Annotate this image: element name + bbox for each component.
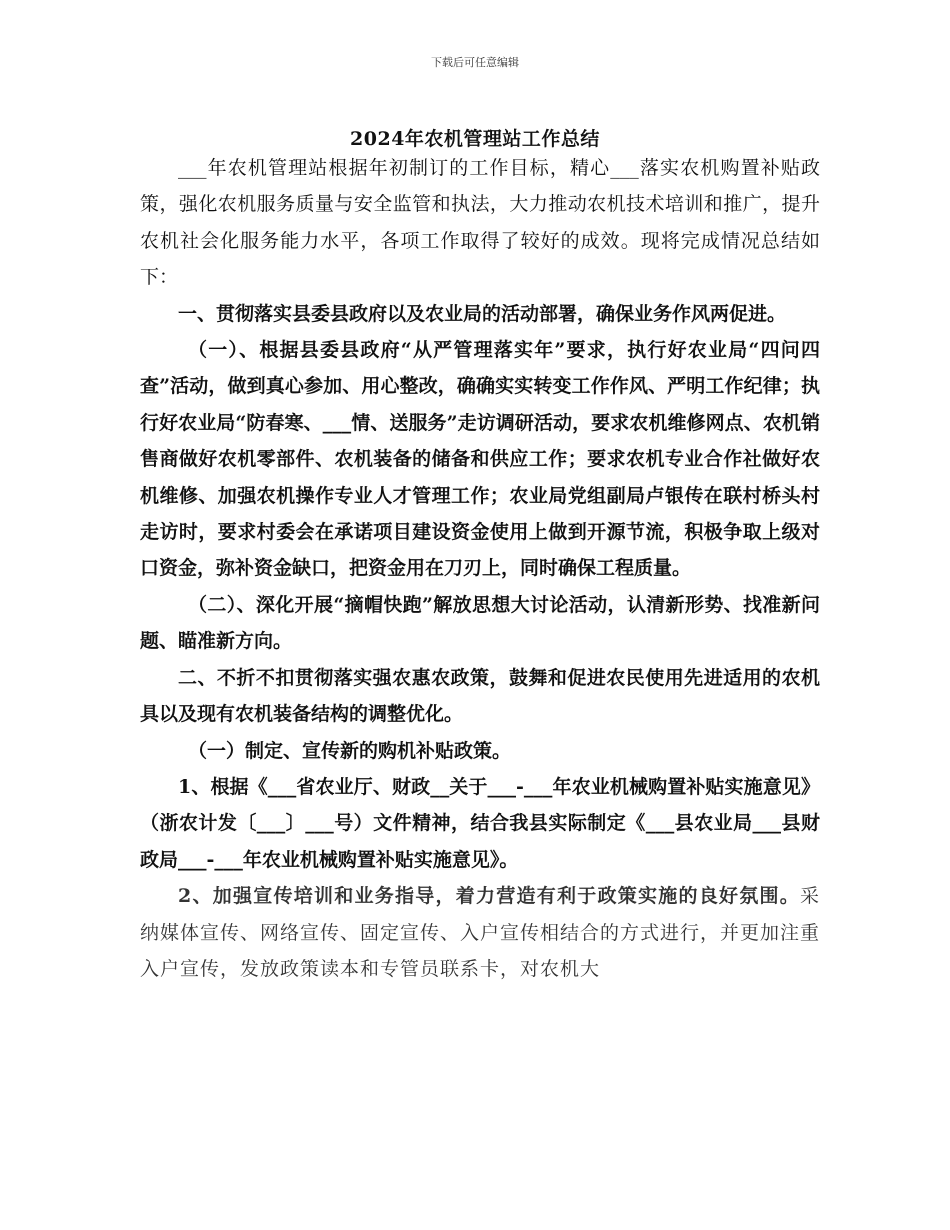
document-title: 2024年农机管理站工作总结 xyxy=(350,128,600,150)
document-body xyxy=(140,150,820,987)
point-2-paragraph xyxy=(140,878,820,987)
section-1-item-1: （一）、根据县委县政府“从严管理落实年”要求，执行好农业局“四问四查”活动，做到真心参加、用心整改，确确实实转变工作作风、严明工作纪律；执行好农业局“防春寒、___情、送服务”走访调研活动，要求农机维修网点、农机销售商做好农机零部件、农机装备的储备和供应工作；要求农机专业合作社做好农机维修、加强农机操作专业人才管理工作；农业局党组副局卢银传在联村桥头村走访时，要求村委会在承诺项目建设资金使用上做到开源节流，积极争取上级对口资金，弥补资金缺口，把资金用在刀刃上，同时确保工程质量。 xyxy=(140,339,820,580)
point-1-paragraph: 1、根据《___省农业厅、财政__关于___-___年农业机械购置补贴实施意见》（浙农计发〔___〕___号）文件精神，结合我县实际制定《___县农业局___县财政局___-___年农业机械购置补贴实施意见》。 xyxy=(140,775,820,871)
section-1-heading: 一、贯彻落实县委县政府以及农业局的活动部署，确保业务作风两促进。 xyxy=(178,302,787,325)
intro-paragraph: ___年农机管理站根据年初制订的工作目标，精心___落实农机购置补贴政策，强化农机服务质量与安全监管和执法，大力推动农机技术培训和推广，提升农机社会化服务能力水平，各项工作取得了较好的成效。现将完成情况总结如下： xyxy=(140,157,820,289)
point-2-bold-lead: 2、加强宣传培训和业务指导，着力营造有利于政策实施的良好氛围。 xyxy=(178,885,800,908)
section-2-heading: 二、不折不扣贯彻落实强农惠农政策，鼓舞和促进农民使用先进适用的农机具以及现有农机装备结构的调整优化。 xyxy=(140,666,820,726)
point-2-text: 采纳媒体宣传、网络宣传、固定宣传、入户宣传相结合的方式进行，并更加注重入户宣传，发放政策读本和专管员联系卡，对农机大 xyxy=(140,885,821,980)
header-note: 下载后可任意编辑 xyxy=(431,56,519,69)
section-1-item-2: （二）、深化开展“摘帽快跑”解放思想大讨论活动，认清新形势、找准新问题、瞄准新方向。 xyxy=(140,593,820,653)
section-2-item-1: （一）制定、宣传新的购机补贴政策。 xyxy=(188,739,512,762)
